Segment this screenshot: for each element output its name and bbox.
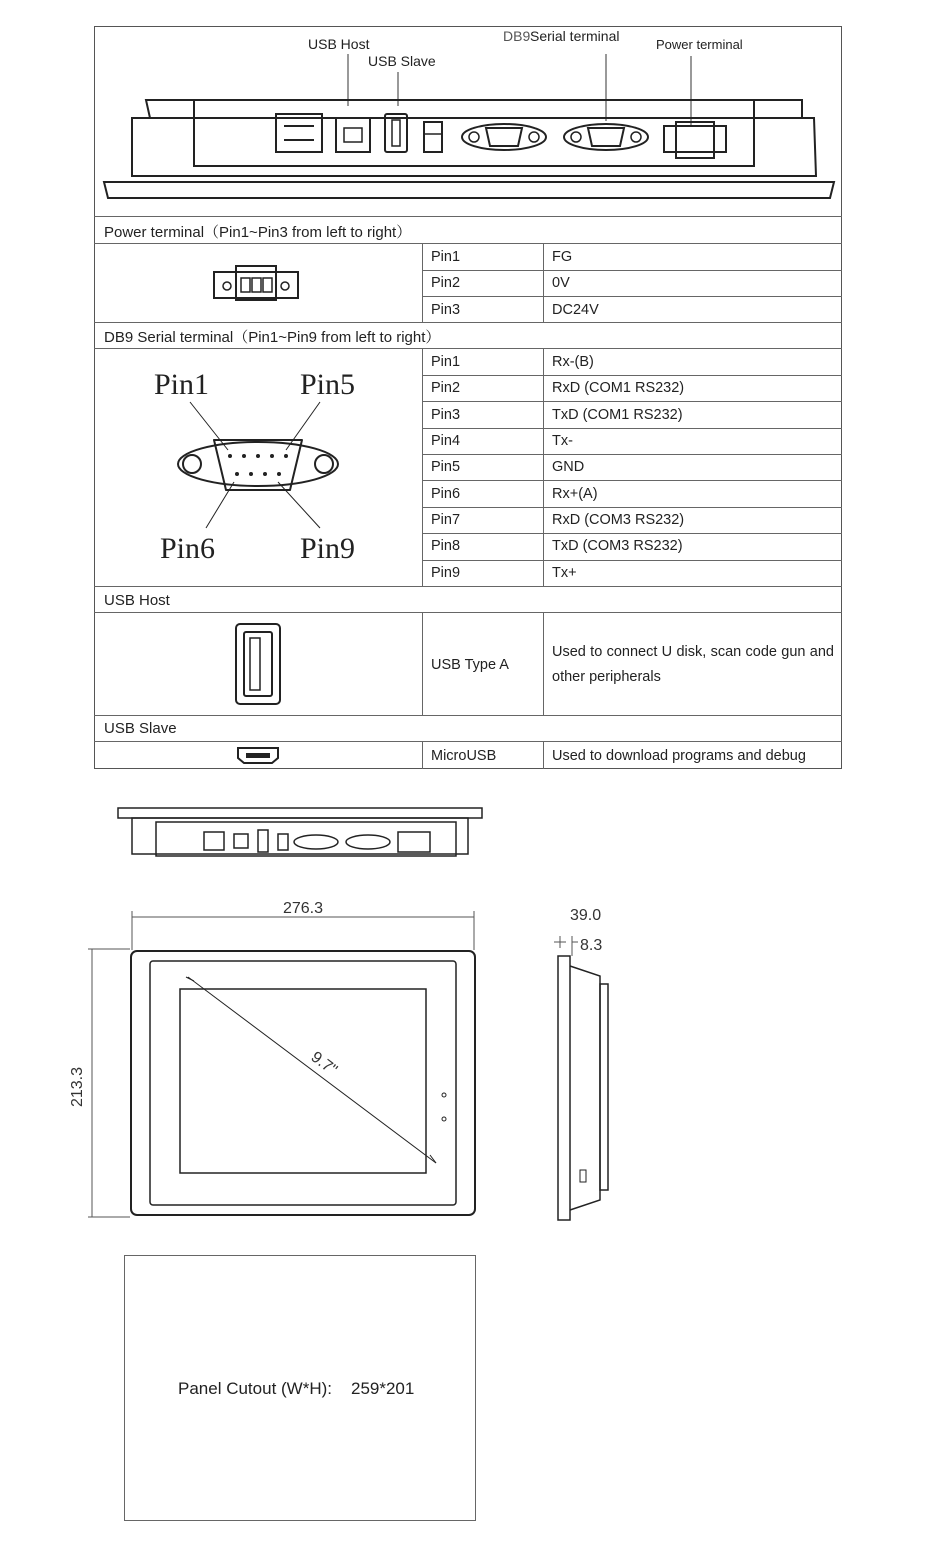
usb-host-section-title: USB Host — [104, 592, 170, 609]
db9-pin6: Pin6 — [431, 486, 461, 502]
depth-dimension: 39.0 — [570, 907, 602, 924]
power-pin2: Pin2 — [431, 275, 461, 291]
db9-pin2-desc: RxD (COM1 RS232) — [552, 380, 685, 396]
db9-pin5: Pin5 — [431, 459, 461, 475]
device-rear-view — [94, 26, 842, 216]
power-pin1: Pin1 — [431, 249, 461, 265]
side-view-drawing — [540, 900, 620, 1225]
bezel-dimension: 8.3 — [580, 937, 603, 954]
width-dimension: 276.3 — [282, 900, 324, 917]
db9-serial-callout: Serial terminal — [530, 28, 620, 44]
db9-pin4: Pin4 — [431, 433, 461, 449]
db9-pin3-desc: TxD (COM1 RS232) — [552, 407, 683, 423]
db9-section-title: DB9 Serial terminal（Pin1~Pin9 from left to right） — [104, 329, 441, 346]
db9-pin7-desc: RxD (COM3 RS232) — [552, 512, 685, 528]
usb-b-port-icon — [336, 118, 370, 152]
db9-label-pin5: Pin5 — [300, 368, 356, 401]
switch-icon — [424, 122, 442, 152]
power-pin1-desc: FG — [552, 249, 573, 265]
db9-pin6-desc: Rx+(A) — [552, 486, 598, 502]
db9-pin1-desc: Rx-(B) — [552, 354, 594, 370]
micro-usb-icon — [234, 744, 282, 766]
power-terminal-callout: Power terminal — [656, 37, 743, 52]
db9-pin4-desc: Tx- — [552, 433, 573, 449]
power-terminal-icon — [664, 122, 726, 158]
panel-cutout-label: Panel Cutout (W*H): — [178, 1379, 332, 1398]
usb-slave-section-title: USB Slave — [104, 720, 177, 737]
height-dimension: 213.3 — [69, 1066, 86, 1108]
usb-type-a-icon — [234, 622, 282, 706]
db9-port-2-icon — [564, 124, 648, 150]
db9-prefix-callout: DB9 — [503, 28, 531, 44]
db9-port-1-icon — [462, 124, 546, 150]
panel-cutout-box — [124, 1255, 476, 1521]
device-rear-view-small — [116, 806, 486, 862]
power-section-title: Power terminal（Pin1~Pin3 from left to right） — [104, 224, 412, 241]
db9-label-pin6: Pin6 — [160, 532, 216, 565]
usb-slave-desc: Used to download programs and debug — [552, 748, 806, 764]
power-pin3: Pin3 — [431, 302, 461, 318]
db9-pin8-desc: TxD (COM3 RS232) — [552, 538, 683, 554]
db9-label-pin9: Pin9 — [300, 532, 356, 565]
usb-slave-callout: USB Slave — [368, 53, 436, 69]
db9-pin3: Pin3 — [431, 407, 461, 423]
usb-host-desc: Used to connect U disk, scan code gun and other peripherals — [552, 644, 834, 685]
db9-pin9: Pin9 — [431, 565, 461, 581]
db9-label-pin1: Pin1 — [154, 368, 210, 401]
power-pin3-desc: DC24V — [552, 302, 599, 318]
power-pin2-desc: 0V — [552, 275, 570, 291]
db9-pin8: Pin8 — [431, 538, 461, 554]
db9-pin9-desc: Tx+ — [552, 565, 577, 581]
usb-host-callout: USB Host — [308, 36, 370, 52]
db9-pinout-diagram — [150, 360, 400, 582]
db9-pin2: Pin2 — [431, 380, 461, 396]
panel-cutout-value: 259*201 — [351, 1379, 415, 1398]
usb-host-type: USB Type A — [431, 657, 509, 673]
screen-size-label: 9.7" — [307, 1048, 341, 1079]
front-view-drawing — [60, 895, 500, 1225]
power-connector-icon — [212, 262, 302, 302]
db9-pin7: Pin7 — [431, 512, 461, 528]
usb-slave-type: MicroUSB — [431, 748, 497, 764]
db9-pin1: Pin1 — [431, 354, 461, 370]
db9-pin5-desc: GND — [552, 459, 585, 475]
vent-icon — [276, 114, 322, 152]
